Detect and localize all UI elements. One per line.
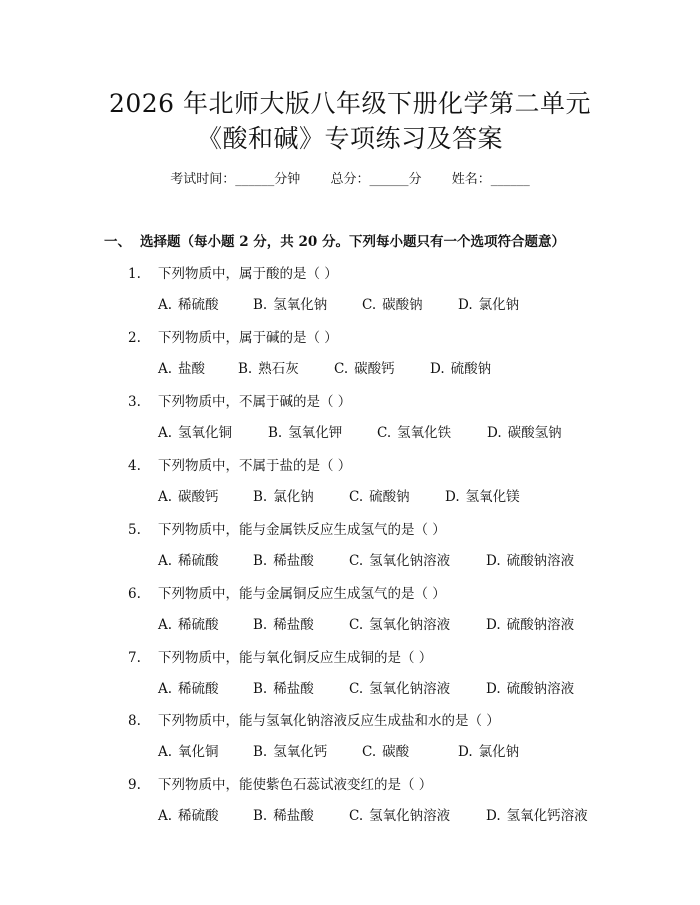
option-b[interactable]: B. 稀盐酸	[253, 808, 314, 824]
option-c[interactable]: C. 氢氧化钠溶液	[349, 808, 451, 824]
question	[128, 390, 351, 410]
option-c[interactable]: C. 氢氧化钠溶液	[349, 681, 451, 697]
question-number: 3.	[128, 394, 141, 410]
option-a[interactable]: A. 稀硫酸	[158, 297, 219, 313]
option-row	[158, 357, 491, 377]
option-d[interactable]: D. 氢氧化镁	[445, 489, 520, 505]
option-c[interactable]: C. 氢氧化钠溶液	[349, 553, 451, 569]
option-row	[158, 293, 519, 313]
question-number: 7.	[128, 650, 141, 666]
option-a[interactable]: A. 稀硫酸	[158, 553, 219, 569]
option-row	[158, 677, 574, 697]
option-d[interactable]: D. 氢氧化钙溶液	[486, 808, 588, 824]
question-text: 下列物质中，不属于盐的是（ ）	[158, 458, 352, 474]
question-number: 5.	[128, 522, 141, 538]
option-d[interactable]: D. 硫酸钠溶液	[486, 617, 575, 633]
option-c[interactable]: C. 硫酸钠	[349, 489, 410, 505]
option-b[interactable]: B. 氢氧化钠	[253, 297, 328, 313]
option-d[interactable]: D. 硫酸钠溶液	[486, 553, 575, 569]
question-text: 下列物质中，能与金属铜反应生成氢气的是（ ）	[158, 586, 446, 602]
section-title: 选择题（每小题 2 分，共 20 分。下列每小题只有一个选项符合题意）	[140, 234, 565, 250]
question-number: 6.	[128, 586, 141, 602]
question-text: 下列物质中，能与金属铁反应生成氢气的是（ ）	[158, 522, 446, 538]
question-text: 下列物质中，属于碱的是（ ）	[158, 330, 338, 346]
section-number: 一、	[104, 234, 131, 250]
question	[128, 582, 446, 602]
option-b[interactable]: B. 稀盐酸	[253, 617, 314, 633]
question	[128, 518, 446, 538]
option-a[interactable]: A. 稀硫酸	[158, 681, 219, 697]
question	[128, 709, 500, 729]
option-row	[158, 549, 574, 569]
option-b[interactable]: B. 稀盐酸	[253, 681, 314, 697]
option-a[interactable]: A. 碳酸钙	[158, 489, 219, 505]
question	[128, 773, 432, 793]
option-d[interactable]: D. 氯化钠	[458, 297, 520, 313]
option-c[interactable]: C. 氢氧化钠溶液	[349, 617, 451, 633]
option-b[interactable]: B. 熟石灰	[238, 361, 299, 377]
section-heading	[104, 230, 565, 250]
option-c[interactable]: C. 氢氧化铁	[377, 425, 452, 441]
question	[128, 646, 432, 666]
option-b[interactable]: B. 稀盐酸	[253, 553, 314, 569]
option-d[interactable]: D. 碳酸氢钠	[487, 425, 562, 441]
option-row	[158, 485, 520, 505]
option-a[interactable]: A. 氢氧化铜	[158, 425, 233, 441]
exam-time-label: 考试时间：______分钟	[170, 172, 301, 187]
exam-meta	[0, 168, 700, 187]
option-a[interactable]: A. 稀硫酸	[158, 808, 219, 824]
question-number: 1.	[128, 266, 141, 282]
option-b[interactable]: B. 氢氧化钙	[253, 744, 328, 760]
option-b[interactable]: B. 氯化钠	[253, 489, 314, 505]
option-c[interactable]: C. 碳酸钙	[334, 361, 395, 377]
option-a[interactable]: A. 稀硫酸	[158, 617, 219, 633]
option-row	[158, 421, 562, 441]
question-text: 下列物质中，能与氧化铜反应生成铜的是（ ）	[158, 650, 433, 666]
question-text: 下列物质中，能使紫色石蕊试液变红的是（ ）	[158, 777, 433, 793]
question	[128, 454, 351, 474]
option-b[interactable]: B. 氢氧化钾	[268, 425, 343, 441]
option-d[interactable]: D. 氯化钠	[458, 744, 520, 760]
page-title-line1: 2026 年北师大版八年级下册化学第二单元	[108, 89, 592, 118]
page-title-line2: 《酸和碱》专项练习及答案	[196, 124, 503, 153]
question-text: 下列物质中，能与氢氧化钠溶液反应生成盐和水的是（ ）	[158, 713, 500, 729]
option-c[interactable]: C. 碳酸	[362, 744, 410, 760]
question-text: 下列物质中，不属于碱的是（ ）	[158, 394, 352, 410]
option-row	[158, 804, 588, 824]
option-row	[158, 740, 519, 760]
option-row	[158, 613, 574, 633]
question	[128, 262, 338, 282]
question-text: 下列物质中，属于酸的是（ ）	[158, 266, 338, 282]
question-number: 4.	[128, 458, 141, 474]
question-number: 8.	[128, 713, 141, 729]
option-d[interactable]: D. 硫酸钠溶液	[486, 681, 575, 697]
option-a[interactable]: A. 氧化铜	[158, 744, 219, 760]
name-label: 姓名：______	[451, 172, 530, 187]
question-number: 9.	[128, 777, 141, 793]
total-score-label: 总分：______分	[330, 172, 422, 187]
option-a[interactable]: A. 盐酸	[158, 361, 206, 377]
option-c[interactable]: C. 碳酸钠	[362, 297, 423, 313]
option-d[interactable]: D. 硫酸钠	[430, 361, 492, 377]
question-number: 2.	[128, 330, 141, 346]
question	[128, 326, 338, 346]
